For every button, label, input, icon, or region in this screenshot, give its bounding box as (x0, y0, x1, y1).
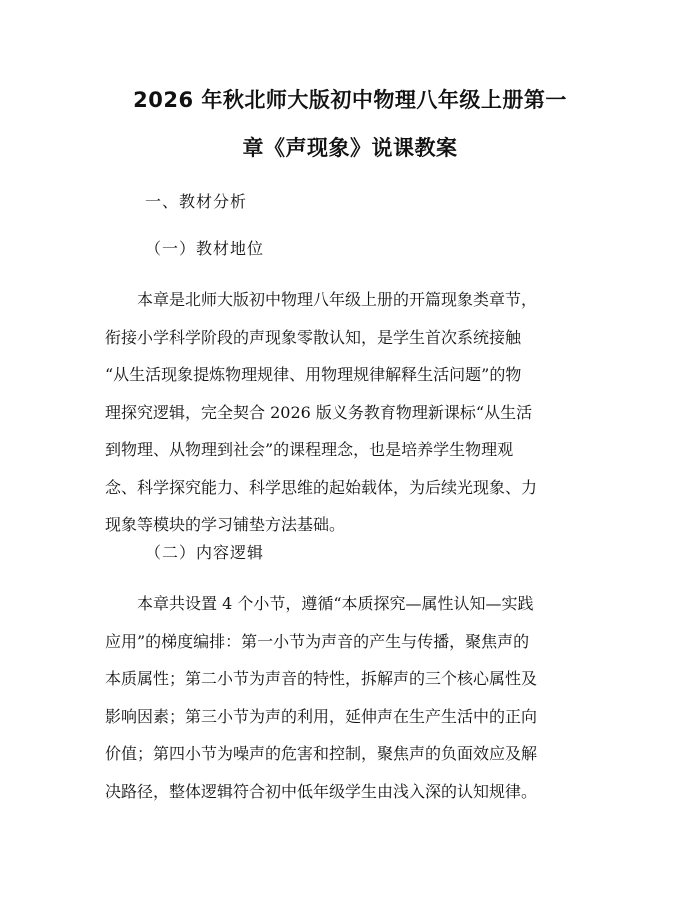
paragraph-line: 现象等模块的学习铺垫方法基础。 (105, 515, 346, 534)
paragraph-line: 本章共设置 4 个小节，遵循“本质探究—属性认知—实践 (137, 594, 534, 613)
paragraph-line: 应用”的梯度编排：第一小节为声音的产生与传播，聚焦声的 (105, 631, 530, 651)
paragraph-line: 衔接小学科学阶段的声现象零散认知，是学生首次系统接触 (105, 327, 522, 347)
paragraph-line: 本章是北师大版初中物理八年级上册的开篇现象类章节， (137, 290, 538, 309)
document-title-line-2: 章《声现象》说课教案 (242, 136, 458, 160)
paragraph-line: “从生活现象提炼物理规律、用物理规律解释生活问题”的物 (105, 365, 522, 384)
paragraph-content-logic (105, 585, 605, 810)
subsection-heading-textbook-position: （一）教材地位 (145, 239, 265, 258)
paragraph-line: 本质属性；第二小节为声音的特性，拆解声的三个核心属性及 (105, 669, 538, 688)
paragraph-line: 理探究逻辑，完全契合 2026 版义务教育物理新课标“从生活 (105, 402, 533, 422)
paragraph-textbook-position (105, 281, 605, 544)
document-title-line-1: 2026 年秋北师大版初中物理八年级上册第一 (133, 88, 567, 112)
paragraph-line: 决路径，整体逻辑符合初中低年级学生由浅入深的认知规律。 (105, 781, 538, 801)
paragraph-line: 念、科学探究能力、科学思维的起始载体，为后续光现象、力 (105, 477, 538, 497)
section-heading-textbook-analysis: 一、教材分析 (145, 192, 248, 211)
paragraph-line: 影响因素；第三小节为声的利用，延伸声在生产生活中的正向 (105, 706, 538, 726)
paragraph-line: 到物理、从物理到社会”的课程理念，也是培养学生物理观 (105, 440, 514, 459)
subsection-heading-content-logic: （二）内容逻辑 (145, 543, 265, 562)
paragraph-line: 价值；第四小节为噪声的危害和控制，聚焦声的负面效应及解 (105, 744, 538, 763)
